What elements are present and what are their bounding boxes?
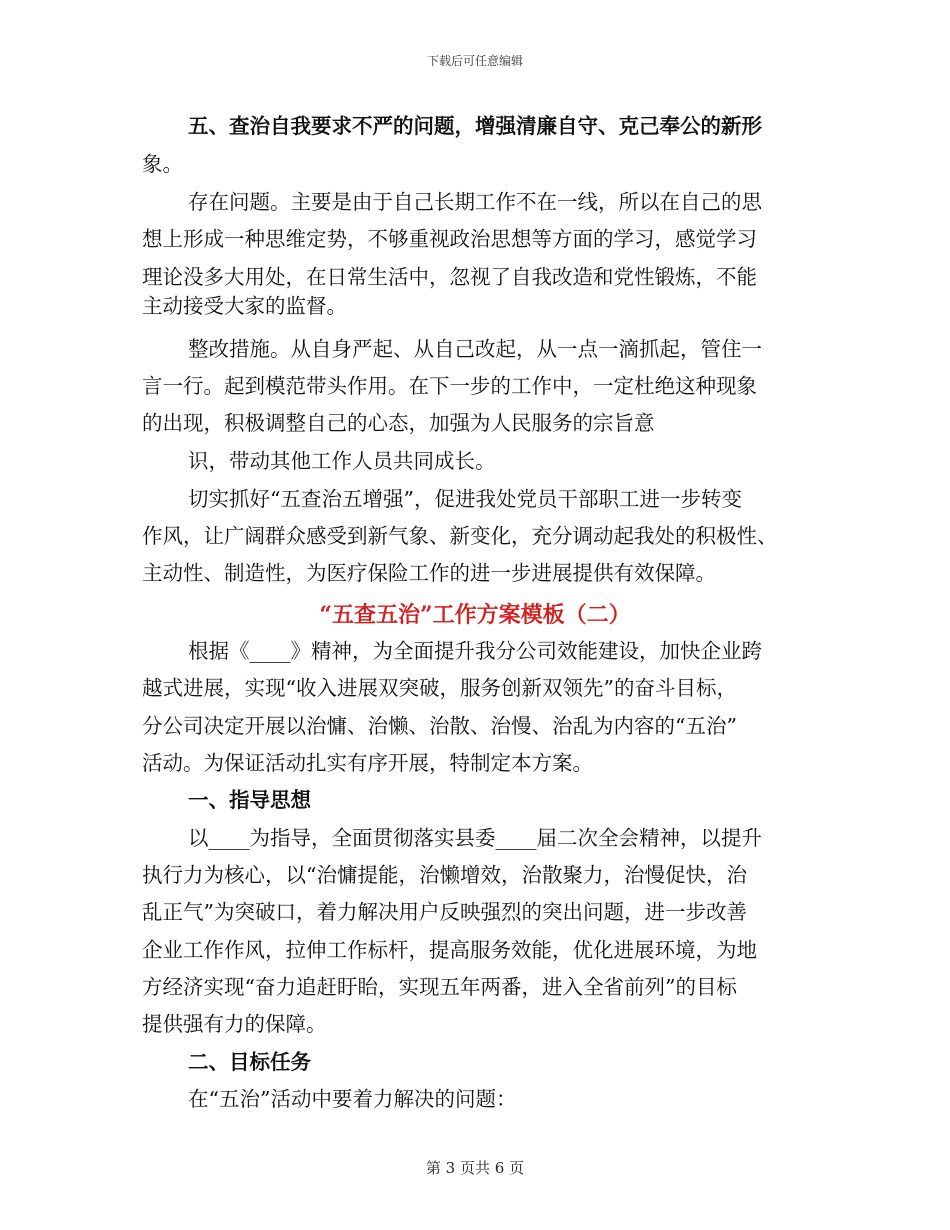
paragraph-line: 作风，让广阔群众感受到新气象、新变化，充分调动起我处的积极性、 bbox=[142, 524, 778, 548]
paragraph-line: 在“五治”活动中要着力解决的问题： bbox=[188, 1087, 517, 1111]
paragraph-line: 提供强有力的保障。 bbox=[142, 1012, 327, 1036]
paragraph-line: 方经济实现“奋力追赶盱眙，实现五年两番，进入全省前列”的目标 bbox=[142, 975, 737, 999]
paragraph-line: 主动性、制造性，为医疗保险工作的进一步进展提供有效保障。 bbox=[142, 561, 716, 585]
paragraph-line: 整改措施。从自身严起、从自己改起，从一点一滴抓起，管住一 bbox=[188, 337, 762, 361]
paragraph-line: 活动。为保证活动扎实有序开展，特制定本方案。 bbox=[142, 751, 593, 775]
paragraph-line: 的出现，积极调整自己的心态，加强为人民服务的宗旨意 bbox=[142, 411, 655, 435]
section-heading-guiding-thought: 一、指导思想 bbox=[188, 788, 311, 812]
paragraph-line: 分公司决定开展以治慵、治懒、治散、治慢、治乱为内容的“五治” bbox=[142, 714, 737, 738]
paragraph-line: 理论没多大用处，在日常生活中，忽视了自我改造和党性锻炼，不能 bbox=[142, 265, 757, 289]
paragraph-line: 言一行。起到模范带头作用。在下一步的工作中，一定杜绝这种现象 bbox=[142, 374, 757, 398]
paragraph-line: 乱正气”为突破口，着力解决用户反映强烈的突出问题，进一步改善 bbox=[142, 900, 747, 924]
section-heading-goals: 二、目标任务 bbox=[188, 1050, 311, 1074]
paragraph-line: 切实抓好“五查治五增强”，促进我处党员干部职工进一步转变 bbox=[188, 487, 742, 511]
paragraph-line: 想上形成一种思维定势，不够重视政治思想等方面的学习，感觉学习 bbox=[142, 227, 757, 251]
section-heading-five: 五、查治自我要求不严的问题，增强清廉自守、克己奉公的新形 bbox=[188, 114, 762, 138]
page-footer: 第 3 页共 6 页 bbox=[425, 1159, 525, 1177]
paragraph-line: 存在问题。主要是由于自己长期工作不在一线，所以在自己的思 bbox=[188, 190, 762, 214]
paragraph-line: 象。 bbox=[142, 152, 183, 176]
paragraph-line: 识，带动其他工作人员共同成长。 bbox=[188, 449, 496, 473]
document-title: “五查五治”工作方案模板（二） bbox=[319, 602, 631, 628]
page-header: 下载后可任意编辑 bbox=[426, 54, 523, 68]
paragraph-line: 主动接受大家的监督。 bbox=[142, 294, 347, 318]
paragraph-line: 执行力为核心，以“治慵提能，治懒增效，治散聚力，治慢促快，治 bbox=[142, 863, 747, 887]
paragraph-line: 以____为指导，全面贯彻落实县委____届二次全会精神，以提升 bbox=[188, 826, 762, 850]
paragraph-line: 越式进展，实现“收入进展双突破，服务创新双领先”的奋斗目标， bbox=[142, 676, 737, 700]
paragraph-line: 企业工作作风，拉伸工作标杆，提高服务效能，优化进展环境，为地 bbox=[142, 938, 757, 962]
paragraph-line: 根据《____》精神，为全面提升我分公司效能建设，加快企业跨 bbox=[188, 639, 762, 663]
